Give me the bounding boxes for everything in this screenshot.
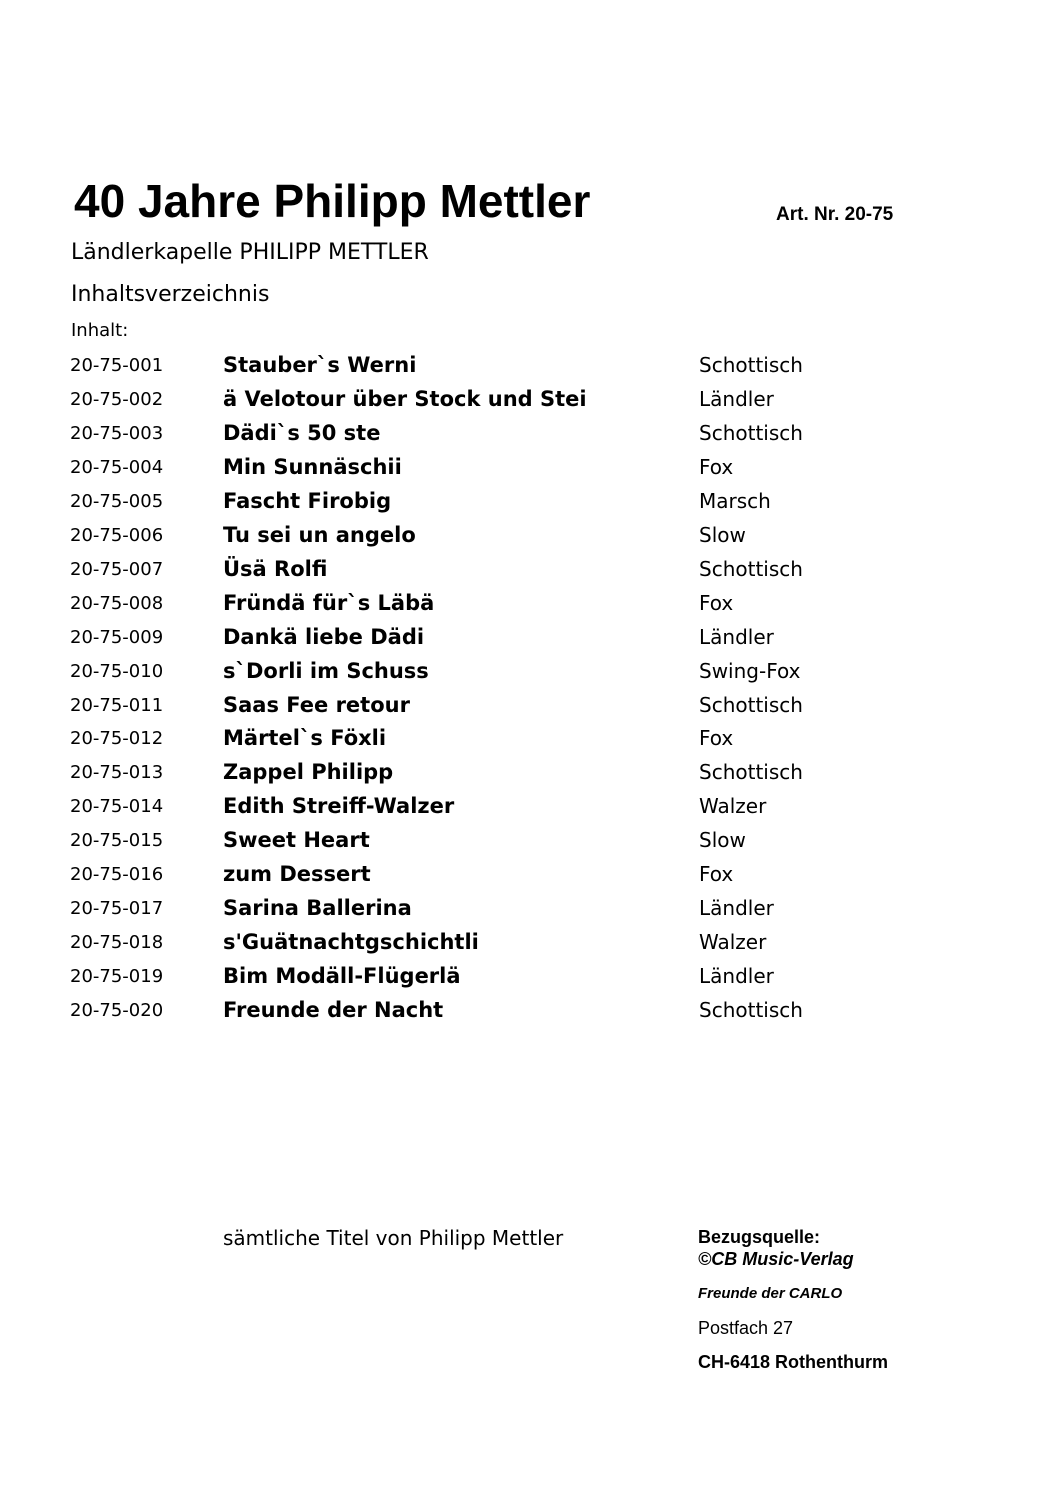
toc-row — [0, 620, 1058, 654]
toc-row — [0, 450, 1058, 484]
source-label: Bezugsquelle: — [698, 1227, 821, 1247]
composer-credit: sämtliche Titel von Philipp Mettler — [223, 1226, 564, 1250]
song-title: Sarina Ballerina — [223, 896, 412, 921]
toc-row — [0, 484, 1058, 518]
song-genre: Schottisch — [699, 760, 803, 785]
toc-row — [0, 348, 1058, 382]
article-number-box — [776, 200, 894, 234]
song-title: Märtel`s Föxli — [223, 726, 387, 751]
song-genre: Slow — [699, 522, 746, 547]
toc-row — [0, 959, 1058, 993]
song-title: Dädi`s 50 ste — [223, 420, 381, 445]
title-number: 20-75-007 — [70, 558, 164, 580]
song-title: s'Guätnachtgschichtli — [223, 930, 479, 955]
toc-row — [0, 416, 1058, 450]
song-title: Stauber`s Werni — [223, 353, 417, 377]
song-genre: Slow — [699, 828, 746, 853]
toc-row — [0, 823, 1058, 857]
association: Freunde der CARLO — [698, 1285, 843, 1302]
toc-row — [0, 721, 1058, 755]
toc-row — [0, 857, 1058, 891]
song-genre: Schottisch — [699, 998, 803, 1023]
song-title: Üsä Rolfi — [223, 556, 328, 581]
article-number: Art. Nr. 20-75 — [776, 204, 894, 225]
song-title: ä Velotour über Stock und Stei — [223, 386, 587, 411]
title-number: 20-75-016 — [70, 864, 164, 886]
title-number: 20-75-011 — [70, 694, 164, 716]
title-number: 20-75-008 — [70, 592, 164, 614]
toc-row — [0, 586, 1058, 620]
toc-row — [0, 755, 1058, 789]
song-genre: Schottisch — [699, 353, 803, 377]
song-title: Bim Modäll-Flügerlä — [223, 964, 461, 989]
toc-row — [0, 925, 1058, 959]
toc-row — [0, 789, 1058, 823]
address: CH-6418 Rothenthurm — [698, 1352, 889, 1372]
toc-row — [0, 552, 1058, 586]
title-number: 20-75-020 — [70, 1000, 164, 1022]
song-genre: Walzer — [699, 794, 767, 819]
title-number: 20-75-001 — [70, 355, 164, 376]
song-genre: Ländler — [699, 964, 774, 989]
toc-row — [0, 518, 1058, 552]
song-title: zum Dessert — [223, 862, 371, 887]
band-name: Ländlerkapelle PHILIPP METTLER — [71, 240, 429, 265]
toc-row — [0, 688, 1058, 722]
song-genre: Fox — [699, 862, 734, 887]
song-title: Edith Streiff-Walzer — [223, 794, 455, 819]
title-number: 20-75-006 — [70, 524, 164, 546]
song-title: Fascht Firobig — [223, 488, 392, 513]
title-number: 20-75-019 — [70, 966, 164, 988]
section-heading: Inhaltsverzeichnis — [71, 282, 270, 307]
publisher: ©CB Music-Verlag — [698, 1249, 854, 1269]
song-title: Saas Fee retour — [223, 692, 410, 717]
song-title: Fründä für`s Läbä — [223, 590, 435, 615]
title-number: 20-75-010 — [70, 660, 164, 682]
song-genre: Fox — [699, 590, 734, 615]
song-genre: Schottisch — [699, 556, 803, 581]
song-title: Min Sunnäschii — [223, 454, 402, 479]
title-number: 20-75-015 — [70, 830, 164, 852]
page-title: 40 Jahre Philipp Mettler — [74, 175, 591, 227]
song-genre: Marsch — [699, 488, 771, 513]
song-title: Freunde der Nacht — [223, 998, 444, 1023]
toc-row — [0, 993, 1058, 1027]
title-number: 20-75-003 — [70, 422, 164, 444]
title-number: 20-75-004 — [70, 456, 164, 478]
song-title: Sweet Heart — [223, 828, 370, 853]
toc-row — [0, 891, 1058, 925]
song-genre: Ländler — [699, 896, 774, 921]
song-genre: Fox — [699, 454, 734, 479]
song-genre: Walzer — [699, 930, 767, 955]
song-title: Tu sei un angelo — [223, 522, 416, 547]
song-genre: Ländler — [699, 386, 774, 411]
title-number: 20-75-017 — [70, 898, 164, 920]
title-number: 20-75-014 — [70, 796, 164, 818]
song-genre: Swing-Fox — [699, 658, 801, 683]
title-number: 20-75-005 — [70, 490, 164, 512]
toc-row — [0, 654, 1058, 688]
song-genre: Schottisch — [699, 420, 803, 445]
song-title: s`Dorli im Schuss — [223, 658, 429, 683]
song-genre: Fox — [699, 726, 734, 751]
song-title: Zappel Philipp — [223, 760, 394, 785]
song-genre: Ländler — [699, 624, 774, 649]
title-number: 20-75-002 — [70, 388, 164, 410]
contents-label: Inhalt: — [71, 320, 129, 341]
song-title: Dankä liebe Dädi — [223, 624, 425, 649]
postbox: Postfach 27 — [698, 1318, 794, 1338]
title-number: 20-75-018 — [70, 932, 164, 954]
title-number: 20-75-009 — [70, 626, 164, 648]
title-number: 20-75-012 — [70, 728, 164, 750]
title-number: 20-75-013 — [70, 762, 164, 784]
toc-row — [0, 382, 1058, 416]
song-genre: Schottisch — [699, 692, 803, 717]
